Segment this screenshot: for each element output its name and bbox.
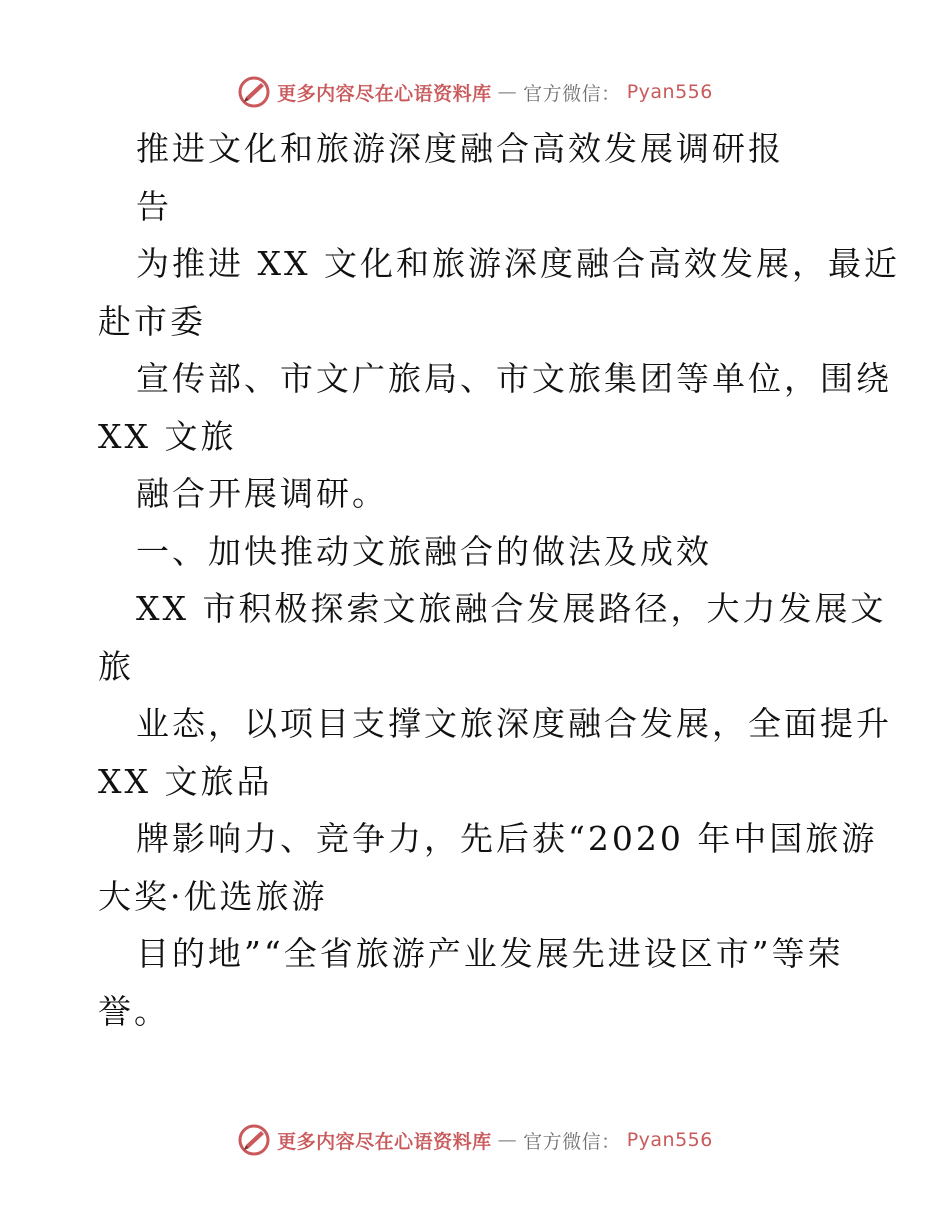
- brand-logo-icon: [237, 1123, 271, 1157]
- brand-logo-icon: [237, 75, 271, 109]
- document-line: 推进文化和旅游深度融合高效发展调研报: [136, 129, 784, 168]
- watermark-wechat-id: Pyan556: [626, 81, 713, 103]
- watermark-wechat-label: 官方微信：: [523, 1130, 621, 1153]
- footer-watermark: [0, 1118, 950, 1162]
- document-line: XX 文旅: [98, 416, 237, 456]
- document-line: 告: [136, 186, 172, 226]
- watermark-brand-text: 更多内容尽在心语资料库: [277, 1130, 492, 1153]
- section-heading: 一、加快推动文旅融合的做法及成效: [136, 531, 712, 571]
- document-line: XX 文旅品: [98, 761, 273, 801]
- watermark-separator: —: [497, 1129, 518, 1151]
- document-line: 旅: [98, 646, 134, 686]
- watermark-separator: —: [497, 81, 518, 103]
- document-body: [98, 120, 900, 1040]
- document-line: 大奖·优选旅游: [98, 876, 328, 916]
- document-line: 为推进 XX 文化和旅游深度融合高效发展，最近: [136, 244, 900, 283]
- watermark-wechat-label: 官方微信：: [523, 82, 621, 105]
- document-line: 宣传部、市文广旅局、市文旅集团等单位，围绕: [136, 359, 892, 398]
- document-line: 誉。: [98, 991, 170, 1031]
- document-line: 目的地”“全省旅游产业发展先进设区市”等荣: [136, 934, 844, 973]
- document-line: 牌影响力、竞争力，先后获“2020 年中国旅游: [136, 819, 878, 858]
- watermark-wechat-id: Pyan556: [626, 1129, 713, 1151]
- document-line: 赴市委: [98, 301, 206, 341]
- document-line: 业态，以项目支撑文旅深度融合发展，全面提升: [136, 704, 892, 743]
- document-line: XX 市积极探索文旅融合发展路径，大力发展文: [136, 589, 887, 628]
- watermark-brand-text: 更多内容尽在心语资料库: [277, 82, 492, 105]
- header-watermark: [0, 70, 950, 114]
- document-line: 融合开展调研。: [136, 474, 388, 513]
